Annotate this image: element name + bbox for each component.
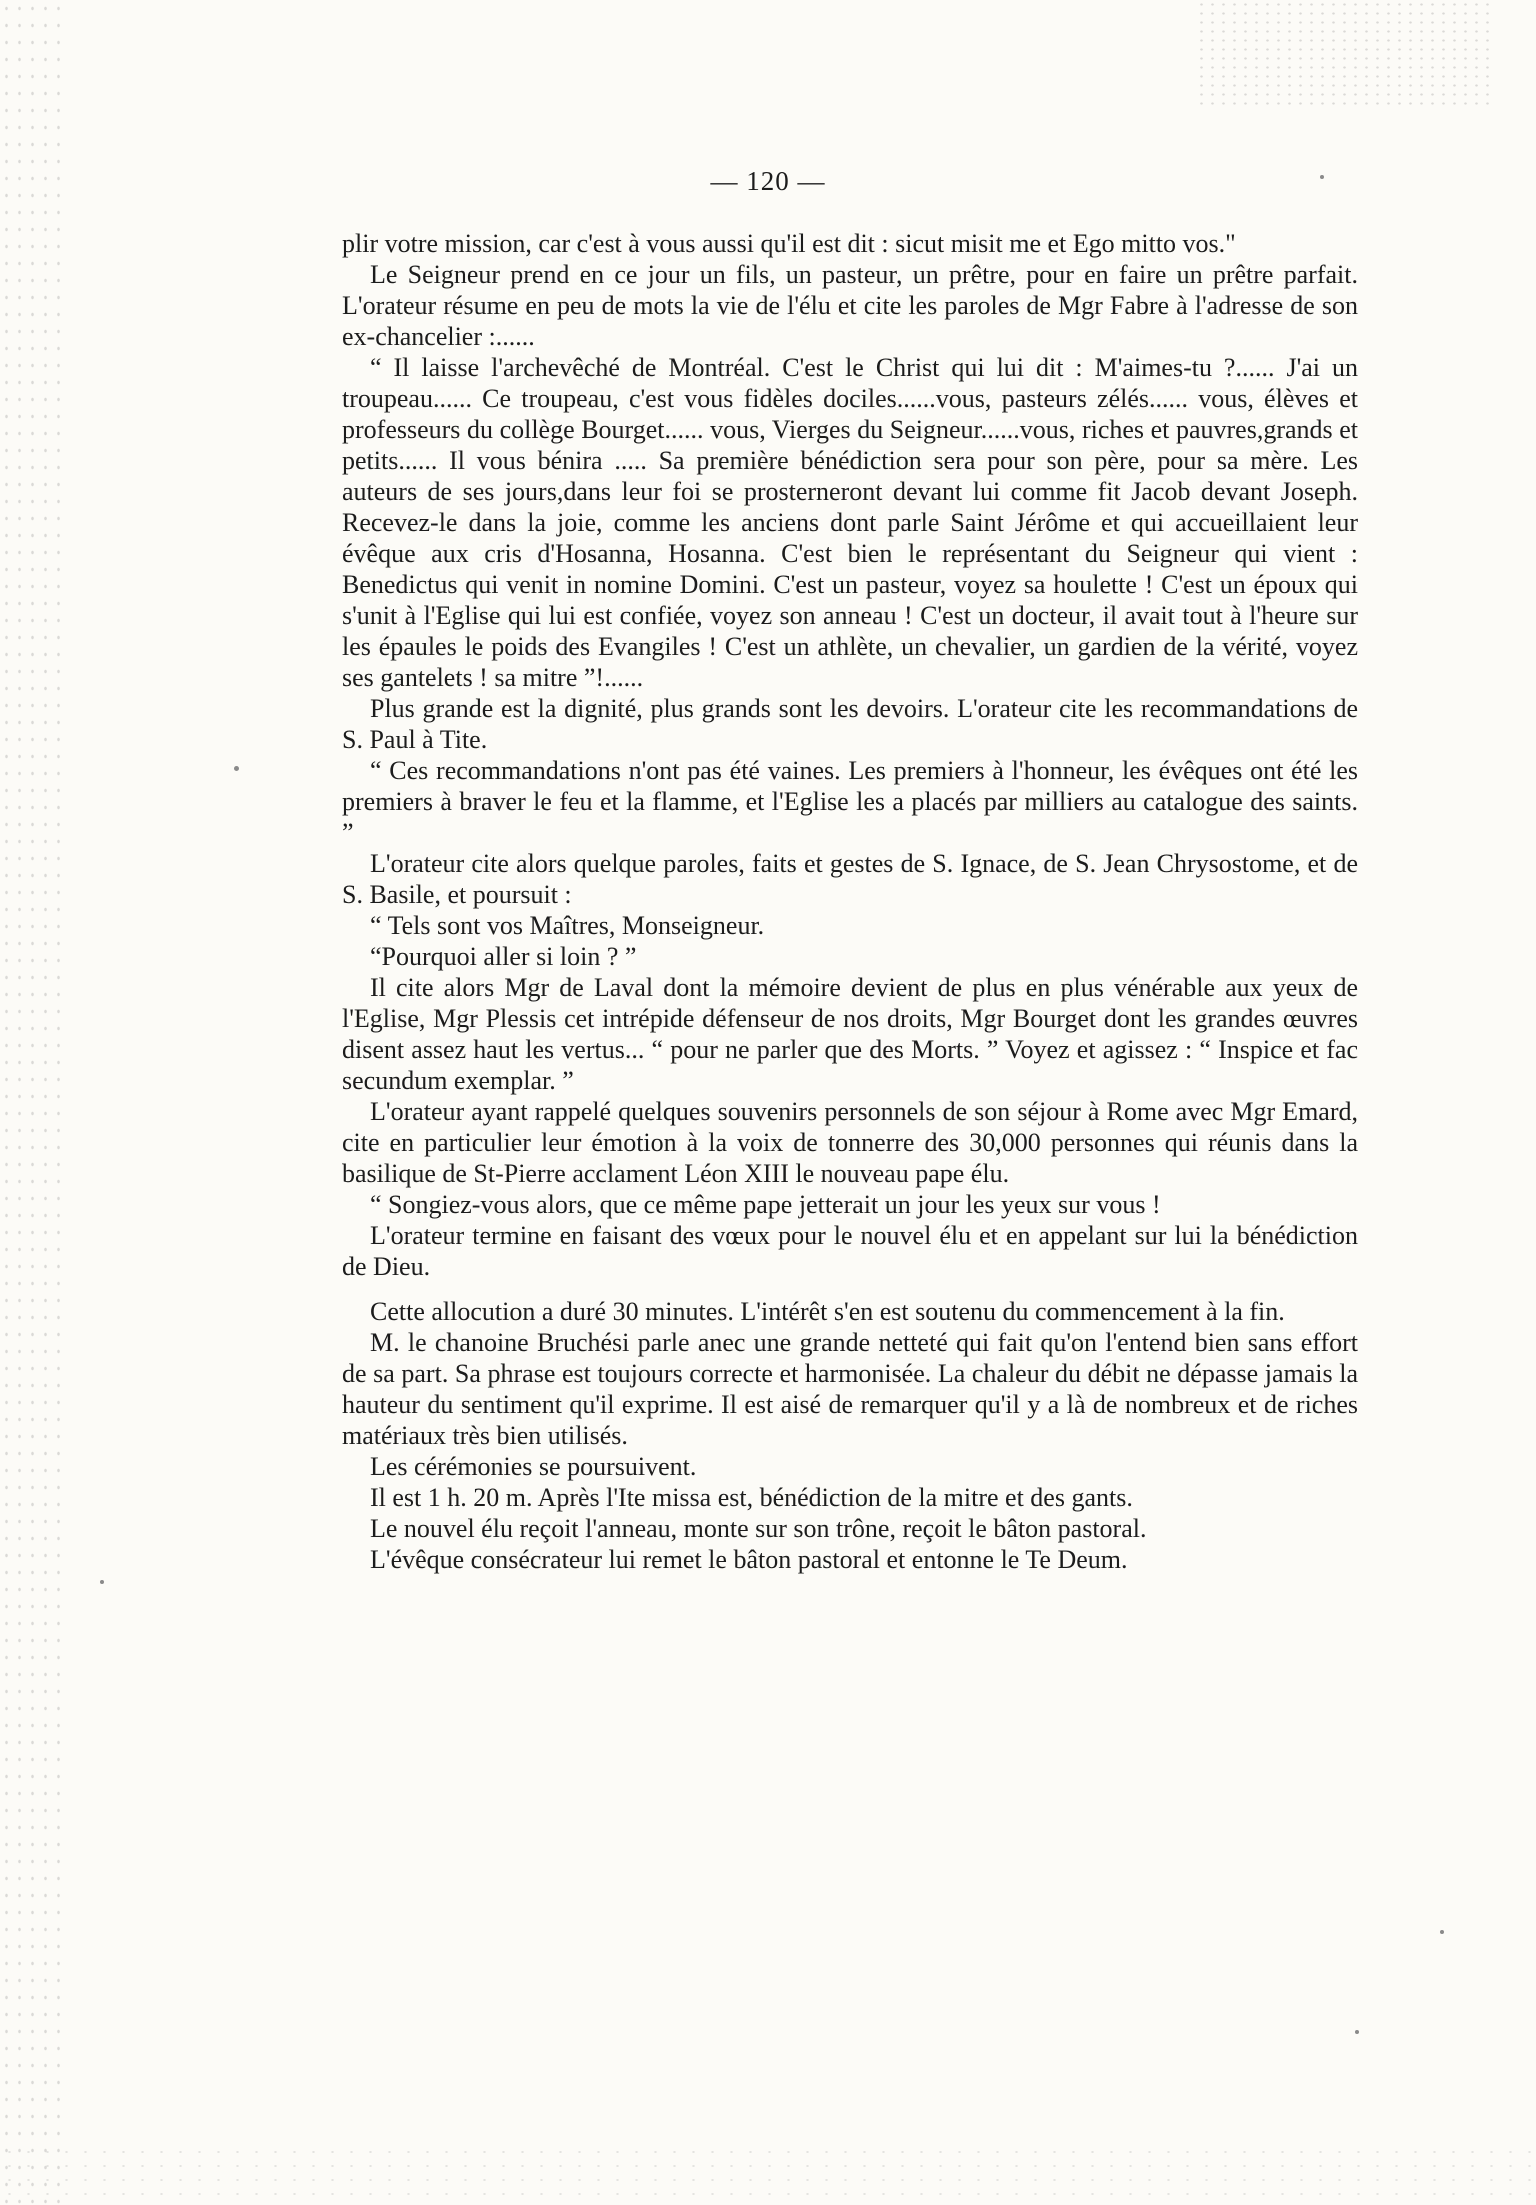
paragraph: “ Songiez-vous alors, que ce même pape jetterait un jour les yeux sur vous ! xyxy=(370,1190,1161,1219)
paragraph: plir votre mission, car c'est à vous aussi qu'il est dit : sicut misit me et Ego mitto vos." xyxy=(342,229,1236,258)
scan-speck xyxy=(1355,2030,1359,2034)
paragraph: L'orateur cite alors quelque paroles, faits et gestes de S. Ignace, de S. Jean Chrysostome, et de S. Basile, et poursuit : xyxy=(342,849,1358,909)
paragraph: Il est 1 h. 20 m. Après l'Ite missa est, bénédiction de la mitre et des gants. xyxy=(370,1483,1133,1512)
paragraph: M. le chanoine Bruchési parle anec une grande netteté qui fait qu'on l'entend bien sans effort de sa part. Sa phrase est toujours correcte et harmonisée. La chaleur du débit ne dépasse jamais la hauteur du sentiment qu'il exprime. Il est aisé de remarquer qu'il y a là de nombreux et de riches matériaux très bien utilisés. xyxy=(342,1328,1358,1450)
page-number: — 120 — xyxy=(710,166,826,196)
paragraph: Le Seigneur prend en ce jour un fils, un pasteur, un prêtre, pour en faire un prêtre parfait. L'orateur résume en peu de mots la vie de l'élu et cite les paroles de Mgr Fabre à l'adresse de son ex-chancelier :...... xyxy=(342,260,1358,351)
document-body xyxy=(342,228,1358,1575)
paragraph: Les cérémonies se poursuivent. xyxy=(370,1452,697,1481)
paragraph: L'orateur ayant rappelé quelques souvenirs personnels de son séjour à Rome avec Mgr Emard, cite en particulier leur émotion à la voix de tonnerre des 30,000 personnes qui réunis dans la basilique de St-Pierre acclament Léon XIII le nouveau pape élu. xyxy=(342,1097,1358,1188)
paragraph: L'évêque consécrateur lui remet le bâton pastoral et entonne le Te Deum. xyxy=(370,1545,1128,1574)
paragraph: “ Il laisse l'archevêché de Montréal. C'est le Christ qui lui dit : M'aimes-tu ?...... J'ai un troupeau...... Ce troupeau, c'est vous fidèles dociles......vous, pasteurs zélés...... vous, élèves et professeurs du collège Bourget...... vous, Vierges du Seigneur......vous, riches et pauvres,grands et petits...... Il vous bénira ..... Sa première bénédiction sera pour son père, pour sa mère. Les auteurs de ses jours,dans leur foi se prosterneront devant lui comme fit Jacob devant Joseph. Recevez-le dans la joie, comme les anciens dont parle Saint Jérôme et qui accueillaient leur évêque aux cris d'Hosanna, Hosanna. C'est bien le représentant du Seigneur qui vient : Benedictus qui venit in nomine Domini. C'est un pasteur, voyez sa houlette ! C'est un époux qui s'unit à l'Eglise qui lui est confiée, voyez son anneau ! C'est un docteur, il avait tout à l'heure sur les épaules le poids des Evangiles ! C'est un athlète, un chevalier, un gardien de la vérité, voyez ses gantelets ! sa mitre ”!...... xyxy=(342,353,1358,692)
scan-speck xyxy=(100,1580,104,1584)
scan-speck xyxy=(234,766,239,771)
paragraph: Le nouvel élu reçoit l'anneau, monte sur son trône, reçoit le bâton pastoral. xyxy=(370,1514,1147,1543)
paragraph: Plus grande est la dignité, plus grands sont les devoirs. L'orateur cite les recommandations de S. Paul à Tite. xyxy=(342,694,1358,754)
paragraph: “ Ces recommandations n'ont pas été vaines. Les premiers à l'honneur, les évêques ont été les premiers à braver le feu et la flamme, et l'Eglise les a placés par milliers au catalogue des saints. ” xyxy=(342,756,1358,847)
scan-speck xyxy=(1440,1930,1444,1934)
paragraph: L'orateur termine en faisant des vœux pour le nouvel élu et en appelant sur lui la bénédiction de Dieu. xyxy=(342,1221,1358,1281)
paragraph: Il cite alors Mgr de Laval dont la mémoire devient de plus en plus vénérable aux yeux de l'Eglise, Mgr Plessis cet intrépide défenseur de nos droits, Mgr Bourget dont les grandes œuvres disent assez haut les vertus... “ pour ne parler que des Morts. ” Voyez et agissez : “ Inspice et fac secundum exemplar. ” xyxy=(342,973,1358,1095)
scan-corner-noise xyxy=(1196,0,1496,110)
paragraph: “Pourquoi aller si loin ? ” xyxy=(370,942,637,971)
paragraph: “ Tels sont vos Maîtres, Monseigneur. xyxy=(370,911,765,940)
paragraph: Cette allocution a duré 30 minutes. L'intérêt s'en est soutenu du commencement à la fin. xyxy=(370,1297,1285,1326)
scan-bottom-noise xyxy=(0,2145,1536,2205)
scan-edge-noise xyxy=(0,0,70,2205)
